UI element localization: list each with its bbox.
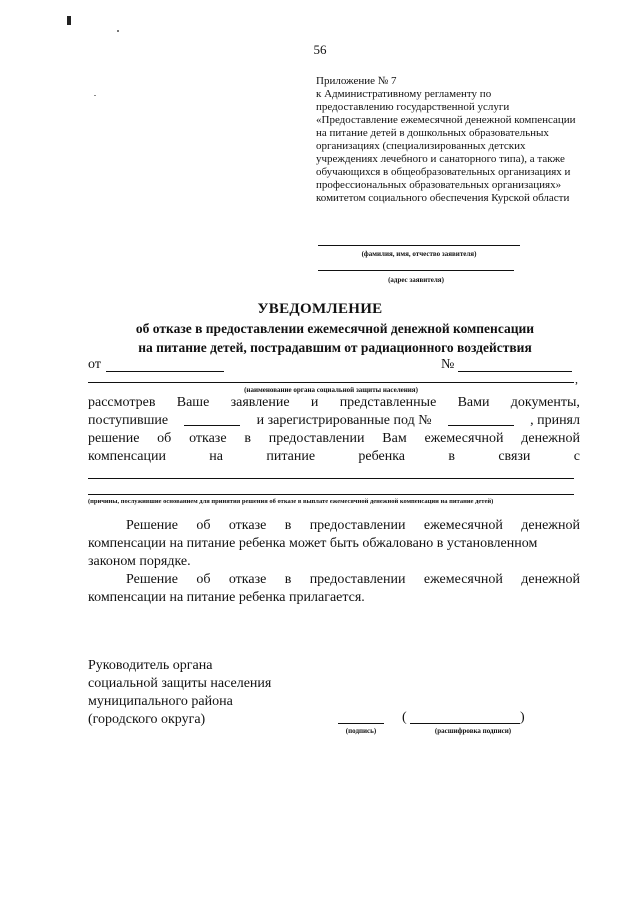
- scan-speck: [67, 16, 71, 25]
- date-field[interactable]: [106, 371, 224, 372]
- word: об: [157, 431, 172, 446]
- appeal-line-1: [126, 517, 580, 535]
- reasons-line[interactable]: [88, 478, 574, 479]
- signatory-line: социальной защиты населения: [88, 676, 272, 691]
- organization-line[interactable]: [88, 382, 574, 383]
- signature-decode-field[interactable]: [410, 723, 520, 724]
- word: в: [244, 431, 251, 446]
- open-paren: (: [402, 710, 407, 725]
- close-paren: ): [520, 710, 525, 725]
- word: предоставлении: [309, 572, 406, 587]
- word: ребенка: [358, 449, 406, 464]
- signature-field[interactable]: [338, 723, 384, 724]
- from-label: от: [88, 357, 101, 372]
- page-number: 56: [313, 42, 327, 57]
- word: связи: [498, 449, 531, 464]
- appendix-line: к Административному регламенту по: [316, 88, 492, 100]
- organization-caption: (наименование органа социальной защиты населения): [244, 386, 418, 394]
- notice-subtitle-line: на питание детей, пострадавшим от радиационного воздействия: [138, 340, 532, 355]
- appendix-header: [316, 75, 616, 205]
- appeal-line-3: законом порядке.: [88, 554, 191, 569]
- appendix-line: организациях (специализированных детских: [316, 140, 526, 152]
- appendix-line: обучающихся в общеобразовательных организациях и: [316, 166, 571, 178]
- word: ежемесячной: [424, 431, 504, 446]
- word: отказе: [228, 572, 267, 587]
- word: представленные: [339, 395, 437, 410]
- appendix-line: комитетом социального обеспечения Курской области: [316, 192, 570, 204]
- organization-comma: ,: [575, 372, 578, 386]
- body-line-2: [88, 412, 580, 430]
- signatory-line: (городского округа): [88, 712, 206, 727]
- notice-title: УВЕДОМЛЕНИЕ: [257, 301, 383, 317]
- appendix-line: предоставлению государственной услуги: [316, 101, 510, 113]
- word: денежной: [521, 572, 580, 587]
- appendix-line: Приложение № 7: [316, 75, 397, 87]
- signatory-line: Руководитель органа: [88, 658, 213, 673]
- word: и: [310, 395, 319, 410]
- applicant-name-caption: (фамилия, имя, отчество заявителя): [361, 250, 477, 258]
- body-line-4: [88, 448, 580, 466]
- registration-number-field[interactable]: [448, 412, 514, 426]
- notice-subtitle: [90, 319, 580, 357]
- notice-subtitle-line: об отказе в предоставлении ежемесячной денежной компенсации: [135, 321, 535, 336]
- word: денежной: [521, 518, 580, 533]
- word: ежемесячной: [423, 518, 503, 533]
- word: с: [573, 449, 580, 464]
- word: на: [209, 449, 224, 464]
- word: решение: [88, 431, 140, 446]
- received-label: поступившие: [88, 413, 169, 428]
- appendix-line: учреждениях лечебного и санаторного типа), а также: [316, 153, 565, 165]
- word: заявление: [230, 395, 290, 410]
- appendix-line: «Предоставление ежемесячной денежной компенсации: [316, 114, 576, 126]
- word: Решение: [126, 572, 179, 587]
- attachment-line-1: [126, 571, 580, 589]
- body-line-3: [88, 430, 580, 448]
- word: рассмотрев: [88, 395, 156, 410]
- attachment-line-2: компенсации на питание ребенка прилагается.: [88, 590, 365, 605]
- registered-label: и зарегистрированные под №: [256, 413, 432, 428]
- signature-decode-caption: (расшифровка подписи): [434, 727, 512, 735]
- word: Решение: [126, 518, 179, 533]
- signature-caption: (подпись): [345, 727, 377, 735]
- appendix-line: профессиональных образовательных организациях»: [316, 179, 562, 191]
- applicant-name-line[interactable]: [318, 245, 520, 246]
- signature-block: [88, 657, 271, 729]
- word: компенсации: [88, 449, 166, 464]
- reasons-line[interactable]: [88, 494, 574, 495]
- word: Вам: [382, 431, 407, 446]
- word: Ваше: [176, 395, 210, 410]
- word: предоставлении: [309, 518, 406, 533]
- number-label: №: [441, 357, 455, 372]
- scan-speck: [117, 30, 119, 32]
- word: предоставлении: [268, 431, 365, 446]
- word: питание: [266, 449, 316, 464]
- word: в: [448, 449, 455, 464]
- word: ежемесячной: [423, 572, 503, 587]
- applicant-address-caption: (адрес заявителя): [388, 276, 444, 284]
- reasons-caption: (причины, послужившие основанием для принятия решения об отказе в выплате ежемесячной денежной компенсации на питание детей): [88, 498, 494, 505]
- signatory-line: муниципального района: [88, 694, 233, 709]
- word: об: [196, 518, 211, 533]
- received-date-field[interactable]: [184, 412, 240, 426]
- word: документы,: [510, 395, 580, 410]
- word: отказе: [228, 518, 267, 533]
- word: в: [284, 518, 292, 533]
- number-field[interactable]: [458, 371, 572, 372]
- word: денежной: [521, 431, 580, 446]
- word: об: [196, 572, 211, 587]
- applicant-address-line[interactable]: [318, 270, 514, 271]
- scan-speck: [94, 95, 96, 96]
- appeal-line-2: компенсации на питание ребенка может быть обжаловано в установленном: [88, 536, 538, 551]
- accepted-label: , принял: [530, 413, 580, 428]
- word: в: [284, 572, 292, 587]
- word: Вами: [457, 395, 490, 410]
- body-line-1: [88, 394, 580, 412]
- appendix-line: на питание детей в дошкольных образовательных: [316, 127, 549, 139]
- word: отказе: [189, 431, 227, 446]
